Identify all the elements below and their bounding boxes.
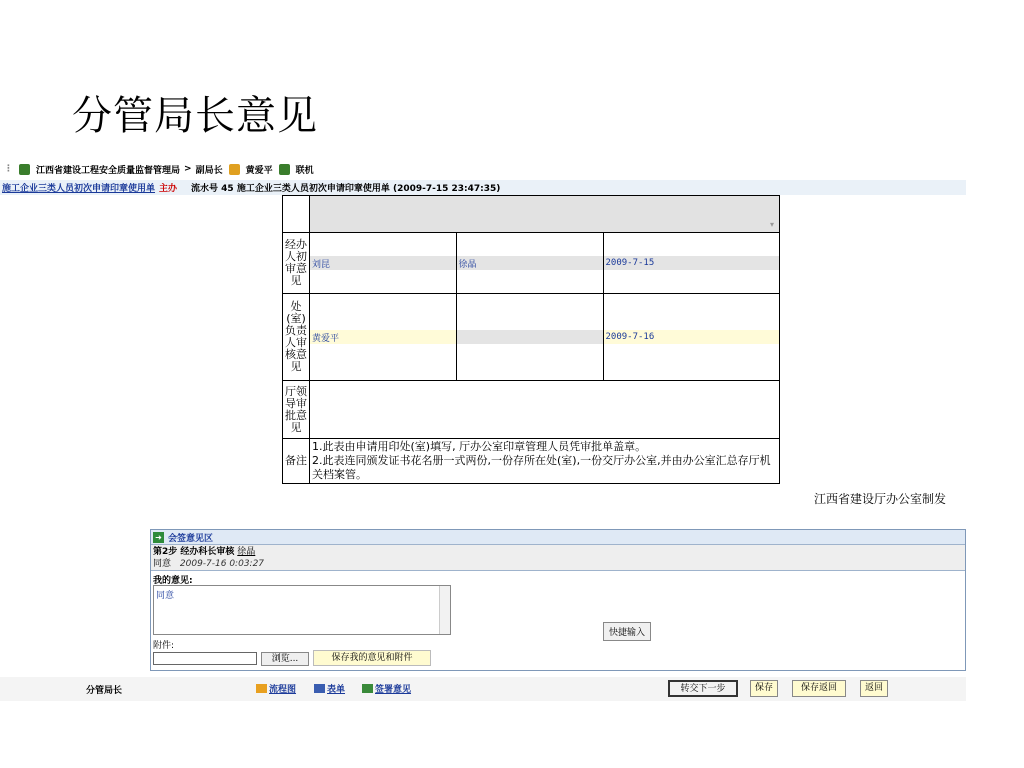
org-name: 江西省建设工程安全质量监督管理局 xyxy=(36,165,181,176)
browse-button[interactable]: 浏览... xyxy=(261,652,309,666)
row1-reviewer: 徐晶 xyxy=(456,256,603,270)
step-opinion: 同意 xyxy=(153,559,172,569)
countersign-title: 会签意见区 xyxy=(168,533,214,544)
document-name-link[interactable]: 施工企业三类人员初次申请印章使用单 xyxy=(2,184,156,194)
online-status-icon xyxy=(279,164,290,175)
quick-input-button[interactable]: 快捷输入 xyxy=(603,622,651,641)
save-return-button[interactable]: 保存返回 xyxy=(792,680,846,697)
approval-form-table xyxy=(282,195,780,484)
my-opinion-textarea[interactable] xyxy=(153,585,451,635)
remark-label: 备注 xyxy=(283,439,310,484)
sign-opinion-link[interactable] xyxy=(362,682,411,695)
remark-line-1: 1.此表由申请用印处(室)填写, 厅办公室印章管理人员凭审批单盖章。 xyxy=(312,440,647,453)
breadcrumb-separator: > xyxy=(184,164,192,174)
flowchart-label: 流程图 xyxy=(269,685,297,695)
user-icon xyxy=(229,164,240,175)
my-opinion-label: 我的意见: xyxy=(153,576,193,586)
row2-inner-table xyxy=(310,294,779,380)
form-icon xyxy=(314,684,325,693)
scroll-down-icon[interactable]: ▾ xyxy=(769,220,774,229)
remark-line-2: 2.此表连同颁发证书花名册一式两份,一份存所在处(室),一份交厅办公室,并由办公室汇总存厅机关档案管。 xyxy=(312,454,771,481)
previous-step-block xyxy=(151,545,965,571)
user-role: 副局长 xyxy=(195,165,223,176)
step-time: 2009-7-16 0:03:27 xyxy=(179,559,265,569)
row2-date: 2009-7-16 xyxy=(603,330,779,344)
row2-content xyxy=(310,294,780,381)
sign-opinion-label: 签署意见 xyxy=(375,685,412,695)
attachment-label: 附件: xyxy=(153,641,175,651)
flowchart-link[interactable] xyxy=(256,682,296,695)
save-button[interactable]: 保存 xyxy=(750,680,778,697)
row1-content xyxy=(310,233,780,294)
return-button[interactable]: 返回 xyxy=(860,680,888,697)
next-step-button[interactable]: 转交下一步 xyxy=(668,680,738,697)
bottom-toolbar xyxy=(0,677,966,701)
row2-reviewer xyxy=(456,330,603,344)
top-textarea[interactable] xyxy=(310,196,779,232)
row1-inner-table xyxy=(310,233,779,293)
issuer-note: 江西省建设厅办公室制发 xyxy=(814,492,947,506)
online-status: 联机 xyxy=(295,165,314,176)
arrow-right-icon: ➜ xyxy=(153,532,164,543)
row2-label: 处(室)负责人审核意见 xyxy=(283,294,310,381)
flowchart-icon xyxy=(256,684,267,693)
row3-label: 厅领导审批意见 xyxy=(283,381,310,439)
menu-handle-icon[interactable]: ⋮ xyxy=(4,164,13,174)
form-label: 表单 xyxy=(327,685,346,695)
form-link[interactable] xyxy=(314,682,345,695)
remark-content xyxy=(310,439,780,484)
attachment-file-input[interactable] xyxy=(153,652,257,665)
row1-name: 刘昆 xyxy=(310,256,456,270)
users-icon xyxy=(19,164,30,175)
user-name: 黄爱平 xyxy=(245,165,273,176)
empty-label-cell xyxy=(283,196,310,233)
row2-name: 黄爱平 xyxy=(310,330,456,344)
row3-content xyxy=(310,381,780,439)
my-opinion-value: 同意 xyxy=(156,591,175,601)
slide-title: 分管局长意见 xyxy=(72,93,318,139)
step-title: 第2步 经办科长审核 xyxy=(153,547,235,557)
countersign-panel xyxy=(150,529,966,671)
row1-date: 2009-7-15 xyxy=(603,256,779,270)
opinion-scrollbar[interactable] xyxy=(439,586,450,634)
top-navigation-bar xyxy=(0,160,966,178)
countersign-header xyxy=(151,530,965,545)
document-bar xyxy=(0,180,966,195)
host-label: 主办 xyxy=(159,184,178,194)
top-textarea-cell xyxy=(310,196,780,233)
row1-label: 经办人初审意见 xyxy=(283,233,310,294)
save-opinion-button[interactable]: 保存我的意见和附件 xyxy=(313,650,431,666)
sign-icon xyxy=(362,684,373,693)
serial-info: 流水号 45 施工企业三类人员初次申请印章使用单 (2009-7-15 23:47:35) xyxy=(191,184,501,194)
step-approver[interactable]: 徐晶 xyxy=(237,547,256,557)
current-role: 分管局长 xyxy=(86,686,123,696)
